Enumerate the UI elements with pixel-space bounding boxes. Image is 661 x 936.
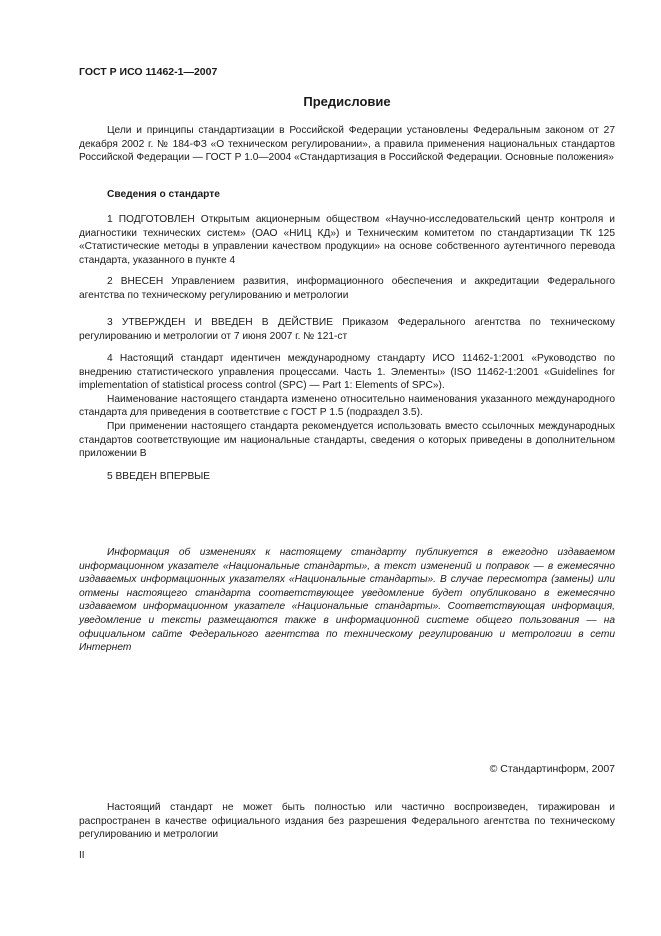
reproduction-notice (79, 801, 615, 842)
info-notice-text: Информация об изменениях к настоящему стандарту публикуется в ежегодно издаваемом информационном указателе «Национальные стандарты», а текст изменений и поправок — в ежемесячно издаваемых информационных указателях «Национальные стандарты». В случае пересмотра (замены) или отмены настоящего стандарта соответствующее уведомление будет опубликовано в ежемесячно издаваемом информационном указателе «Национальные стандарты». Соответствующая информация, уведомление и тексты размещаются также в информационной системе общего пользования — на официальном сайте Федерального агентства по техническому регулированию и метрологии в сети Интернет (79, 547, 615, 654)
info-notice (79, 546, 615, 655)
item-1-text: 1 ПОДГОТОВЛЕН Открытым акционерным обществом «Научно-исследовательский центр контроля и диагностики технических систем» (ОАО «НИЦ КД») и Техническим комитетом по стандартизации ТК 125 «Статистические методы в управлении качеством продукции» на основе собственного аутентичного перевода стандарта, указанного в пункте 4 (79, 214, 615, 266)
item-4 (79, 352, 615, 461)
item-4-rename-text: Наименование настоящего стандарта изменено относительно наименования указанного международного стандарта для приведения в соответствие с ГОСТ Р 1.5 (подраздел 3.5). (79, 393, 615, 419)
item-2 (79, 275, 615, 302)
item-4-refs-text: При применении настоящего стандарта рекомендуется использовать вместо ссылочных международных стандартов соответствующие им национальные стандарты, сведения о которых приведены в дополнительном приложении В (79, 420, 615, 460)
intro-paragraph (79, 124, 615, 165)
page-number: II (79, 850, 85, 861)
intro-text: Цели и принципы стандартизации в Российской Федерации установлены Федеральным законом от 27 декабря 2002 г. № 184-ФЗ «О техническом регулировании», а правила применения национальных стандартов Российской Федерации — ГОСТ Р 1.0—2004 «Стандартизация в Российской Федерации. Основные положения» (79, 125, 615, 164)
item-3-text: 3 УТВЕРЖДЕН И ВВЕДЕН В ДЕЙСТВИЕ Приказом Федерального агентства по техническому регулированию и метрологии от 7 июня 2007 г. № 121-ст (79, 317, 615, 342)
item-4-text: 4 Настоящий стандарт идентичен международному стандарту ИСО 11462-1:2001 «Руководство по внедрению статистического управления процессами. Часть 1. Элементы» (ISO 11462-1:2001 «Guidelines for implementation of statistical process control (SPC) — Part 1: Elements of SPC»). (79, 353, 615, 392)
copyright: © Стандартинформ, 2007 (489, 763, 615, 775)
reproduction-notice-text: Настоящий стандарт не может быть полностью или частично воспроизведен, тиражирован и распространен в качестве официального издания без разрешения Федерального агентства по техническому регулированию и метрологии (79, 802, 615, 841)
item-5 (79, 470, 615, 484)
page-title: Предисловие (303, 94, 391, 109)
item-2-text: 2 ВНЕСЕН Управлением развития, информационного обеспечения и аккредитации Федерального агентства по техническому регулированию и метрологии (79, 276, 615, 301)
item-1 (79, 213, 615, 267)
section-heading: Сведения о стандарте (107, 189, 220, 200)
item-3 (79, 316, 615, 343)
item-5-text: 5 ВВЕДЕН ВПЕРВЫЕ (107, 471, 211, 482)
document-number-header: ГОСТ Р ИСО 11462-1—2007 (79, 66, 218, 78)
